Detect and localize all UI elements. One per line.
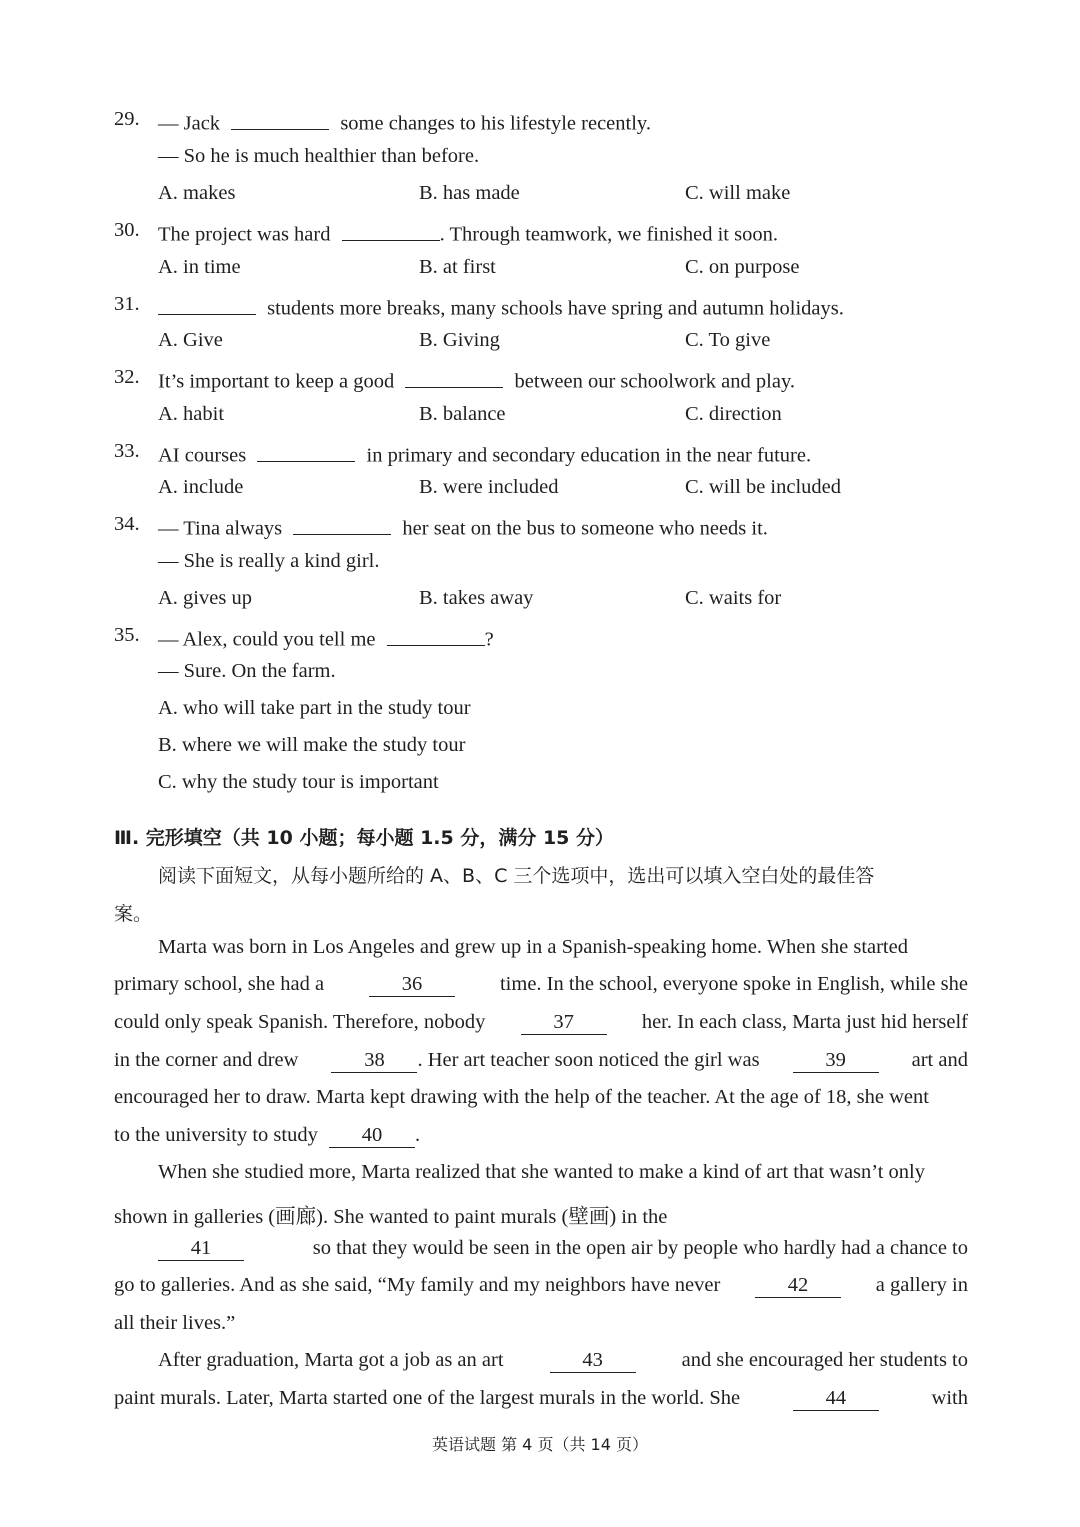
option-a: A. gives up	[158, 587, 252, 609]
option-b: B. takes away	[419, 587, 534, 609]
option-a: A. makes	[158, 182, 236, 204]
question-number: 32.	[114, 366, 140, 388]
passage-line: primary school, she had a 36 time. In the school, everyone spoke in English, while she	[114, 973, 968, 995]
blank-37: 37	[521, 1012, 607, 1035]
section-instruction: 阅读下面短文，从每小题所给的 A、B、C 三个选项中，选出可以填入空白处的最佳答	[158, 865, 875, 887]
option-c: C. direction	[685, 403, 782, 425]
question-29-stem-1: — Jack some changes to his lifestyle recently.	[158, 108, 651, 136]
passage-line: When she studied more, Marta realized that she wanted to make a kind of art that wasn’t only	[158, 1161, 925, 1183]
question-34-stem-1: — Tina always her seat on the bus to someone who needs it.	[158, 513, 768, 541]
answer-blank	[257, 440, 355, 462]
passage-line: all their lives.”	[114, 1312, 236, 1334]
option-c: C. will make	[685, 182, 791, 204]
passage-line: shown in galleries (画廊). She wanted to paint murals (壁画) in the	[114, 1206, 668, 1228]
option-a: A. who will take part in the study tour	[158, 697, 471, 719]
blank-group: 38 . Her art teacher soon noticed the girl was	[331, 1049, 759, 1073]
passage-line: in the corner and drew 38 . Her art teacher soon noticed the girl was 39 art and	[114, 1049, 968, 1071]
answer-blank	[387, 624, 485, 646]
question-33-stem: AI courses in primary and secondary education in the near future.	[158, 440, 811, 468]
passage-line: 41 so that they would be seen in the open air by people who hardly had a chance to	[158, 1237, 968, 1261]
passage-line: After graduation, Marta got a job as an art 43 and she encouraged her students to	[158, 1349, 968, 1371]
option-c: C. will be included	[685, 476, 842, 498]
question-31-stem: students more breaks, many schools have spring and autumn holidays.	[158, 293, 844, 321]
option-a: A. include	[158, 476, 244, 498]
question-35-stem-2: — Sure. On the farm.	[158, 660, 336, 682]
option-b: B. has made	[419, 182, 520, 204]
option-b: B. where we will make the study tour	[158, 734, 466, 756]
question-number: 31.	[114, 293, 140, 315]
passage-line: go to galleries. And as she said, “My family and my neighbors have never 42 a gallery in	[114, 1274, 968, 1296]
page-footer: 英语试题 第 4 页（共 14 页）	[432, 1435, 648, 1454]
question-number: 34.	[114, 513, 140, 535]
passage-line: encouraged her to draw. Marta kept drawing with the help of the teacher. At the age of 18, she went	[114, 1086, 929, 1108]
passage-line: to the university to study 40 .	[114, 1124, 421, 1146]
option-b: B. at first	[419, 256, 496, 278]
blank-39: 39	[793, 1050, 879, 1073]
blank-36: 36	[369, 974, 455, 997]
passage-line: paint murals. Later, Marta started one of the largest murals in the world. She 44 with	[114, 1387, 968, 1409]
question-number: 29.	[114, 108, 140, 130]
question-30-stem: The project was hard . Through teamwork, we finished it soon.	[158, 219, 778, 247]
question-32-stem: It’s important to keep a good between our schoolwork and play.	[158, 366, 795, 394]
option-c: C. why the study tour is important	[158, 771, 439, 793]
question-number: 30.	[114, 219, 140, 241]
answer-blank	[293, 513, 391, 535]
option-c: C. on purpose	[685, 256, 800, 278]
blank-40: 40	[329, 1125, 415, 1148]
question-number: 33.	[114, 440, 140, 462]
section-title: Ⅲ. 完形填空（共 10 小题；每小题 1.5 分，满分 15 分）	[114, 827, 615, 849]
option-a: A. Give	[158, 329, 223, 351]
option-a: A. in time	[158, 256, 241, 278]
option-c: C. To give	[685, 329, 771, 351]
blank-44: 44	[793, 1388, 879, 1411]
blank-42: 42	[755, 1275, 841, 1298]
question-34-stem-2: — She is really a kind girl.	[158, 550, 380, 572]
blank-41: 41	[158, 1238, 244, 1261]
option-b: B. Giving	[419, 329, 500, 351]
passage-line: Marta was born in Los Angeles and grew up in a Spanish-speaking home. When she started	[158, 936, 908, 958]
answer-blank	[158, 293, 256, 315]
answer-blank	[231, 108, 329, 130]
section-instruction-cont: 案。	[114, 903, 153, 925]
blank-38: 38	[331, 1050, 417, 1073]
answer-blank	[405, 366, 503, 388]
answer-blank	[342, 219, 440, 241]
blank-43: 43	[550, 1350, 636, 1373]
question-number: 35.	[114, 624, 140, 646]
question-35-stem-1: — Alex, could you tell me ?	[158, 624, 494, 652]
question-29	[114, 108, 140, 131]
question-29-stem-2: — So he is much healthier than before.	[158, 145, 480, 167]
option-a: A. habit	[158, 403, 225, 425]
passage-line: could only speak Spanish. Therefore, nobody 37 her. In each class, Marta just hid herself	[114, 1011, 968, 1033]
option-b: B. balance	[419, 403, 506, 425]
option-c: C. waits for	[685, 587, 782, 609]
option-b: B. were included	[419, 476, 559, 498]
